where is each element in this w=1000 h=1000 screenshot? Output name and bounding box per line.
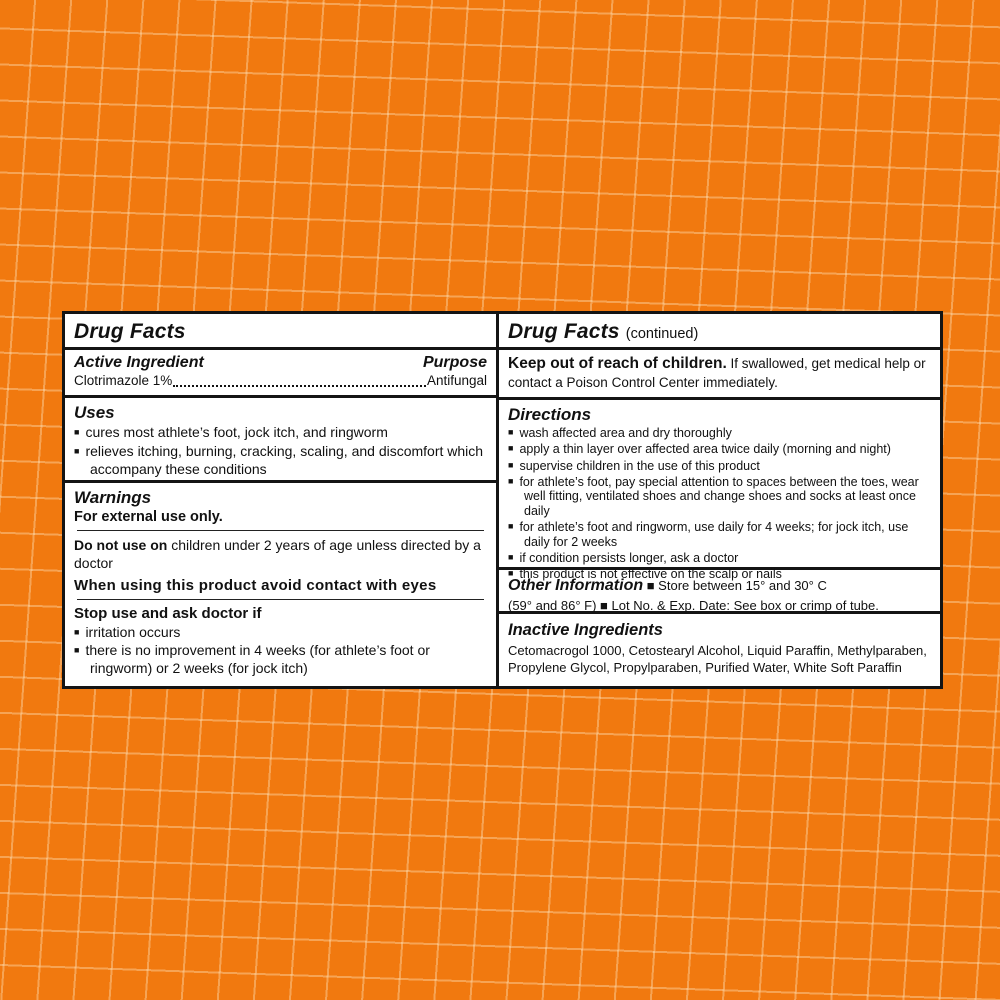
warnings-section — [65, 483, 496, 686]
keep-out-bold: Keep out of reach of children. — [508, 355, 727, 372]
drug-facts-continued-title — [508, 320, 698, 343]
purpose-heading: Purpose — [422, 354, 487, 371]
do-not-use-rest: children under 2 years of age unless directed by a doctor — [74, 537, 481, 572]
warnings-divider — [77, 599, 484, 600]
drug-facts-title: Drug Facts — [74, 320, 186, 343]
directions-bullet: ■ for athlete’s foot, pay special attention to spaces between the toes, wear well fitting, ventilated shoes and change shoes and socks at least once daily — [508, 475, 931, 519]
active-ingredient-section — [65, 350, 496, 398]
keep-out-rest: If swallowed, get medical help or contact a Poison Control Center immediately. — [508, 356, 926, 391]
inactive-ingredients-section — [499, 614, 940, 686]
do-not-use-paragraph — [74, 536, 487, 572]
directions-bullet: ■ for athlete’s foot and ringworm, use daily for 4 weeks; for jock itch, use daily for 2 weeks — [508, 520, 931, 549]
drug-facts-title-text: Drug Facts — [508, 320, 620, 343]
directions-heading: Directions — [508, 405, 592, 424]
other-information-heading: Other Information — [508, 577, 644, 594]
left-panel — [65, 314, 499, 686]
other-information-section — [499, 570, 940, 614]
inactive-ingredients-text: Cetomacrogol 1000, Cetostearyl Alcohol, Liquid Paraffin, Methylparaben, Propylene Glycol, Propylparaben, Purified Water, White Soft Paraffin — [508, 642, 927, 675]
directions-bullet: ■ if condition persists longer, ask a doctor — [508, 551, 931, 566]
do-not-use-bold: Do not use on — [74, 537, 168, 554]
stop-use-bullet: ■ there is no improvement in 4 weeks (for athlete’s foot or ringworm) or 2 weeks (for jock itch) — [74, 642, 487, 678]
dot-leader — [173, 385, 426, 387]
keep-out-of-reach-section — [499, 350, 940, 400]
ingredient-name: Clotrimazole 1% — [74, 373, 173, 389]
warnings-divider — [77, 530, 484, 531]
active-ingredient-heading: Active Ingredient — [74, 354, 204, 371]
other-information-paragraph — [508, 574, 931, 616]
directions-bullet: ■ supervise children in the use of this product — [508, 459, 931, 474]
purpose-value: Antifungal — [426, 373, 487, 389]
left-title-section — [65, 314, 496, 350]
stop-use-heading: Stop use and ask doctor if — [74, 604, 262, 622]
continued-suffix: (continued) — [625, 326, 699, 342]
warnings-heading: Warnings — [74, 488, 152, 507]
other-information-line2: (59° and 86° F) ■ Lot No. & Exp. Date: See box or crimp of tube. — [508, 598, 879, 614]
right-panel — [499, 314, 940, 686]
active-ingredient-header-row — [74, 353, 487, 372]
directions-section — [499, 400, 940, 581]
keep-out-paragraph — [508, 354, 931, 392]
inactive-ingredients-heading: Inactive Ingredients — [508, 621, 663, 639]
uses-bullet: ■ relieves itching, burning, cracking, scaling, and discomfort which accompany these conditions — [74, 443, 487, 479]
when-using-text: When using this product avoid contact with eyes — [74, 576, 437, 594]
right-title-section — [499, 314, 940, 350]
stop-use-bullet: ■ irritation occurs — [74, 624, 487, 642]
directions-bullet: ■ this product is not effective on the scalp or nails — [508, 567, 931, 582]
uses-section — [65, 398, 496, 483]
uses-bullet: ■ cures most athlete’s foot, jock itch, and ringworm — [74, 424, 487, 442]
other-information-inline: ■ Store between 15° and 30° C — [643, 578, 827, 593]
directions-bullet: ■ apply a thin layer over affected area twice daily (morning and night) — [508, 442, 931, 457]
external-use-text: For external use only. — [74, 509, 223, 526]
drug-facts-label — [62, 311, 943, 689]
directions-bullet: ■ wash affected area and dry thoroughly — [508, 426, 931, 441]
uses-heading: Uses — [74, 403, 115, 422]
active-ingredient-value-row — [74, 372, 487, 390]
